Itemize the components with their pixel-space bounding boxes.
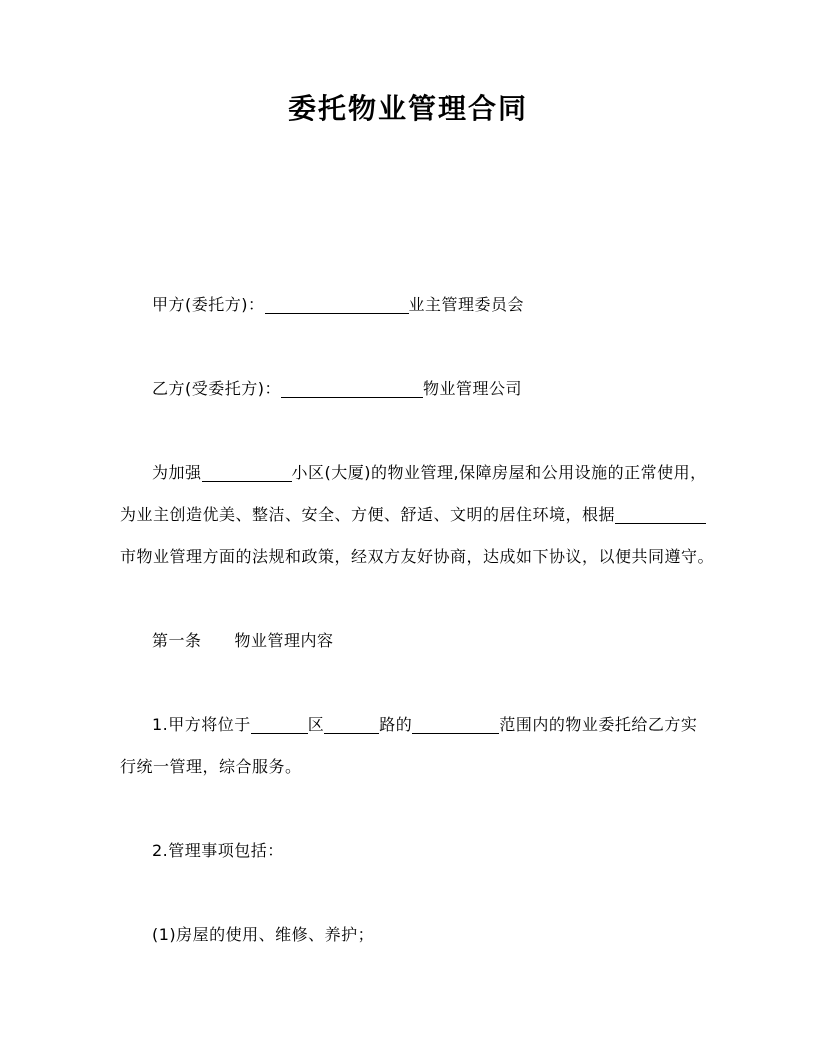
text-run: 第一条 物业管理内容 [152, 631, 334, 650]
text-run: (1)房屋的使用、维修、养护； [152, 925, 375, 944]
text-run: 小区(大厦)的物业管理,保障房屋和公用设施的正常使用， [291, 463, 707, 482]
fill-in-blank-line [202, 465, 292, 482]
paragraph-preamble [120, 452, 715, 578]
text-run: 甲方(委托方)： [152, 295, 265, 314]
text-run: 行统一管理，综合服务。 [120, 757, 302, 776]
text-run: 乙方(受委托方)： [152, 379, 281, 398]
document-title: 委托物业管理合同 [287, 92, 528, 125]
fill-in-blank-line [265, 297, 409, 314]
text-run: 范围内的物业委托给乙方实 [499, 715, 698, 734]
text-run: 为业主创造优美、整洁、安全、方便、舒适、文明的居住环境，根据 [120, 505, 616, 524]
text-line [120, 368, 696, 410]
text-line [120, 830, 696, 872]
text-line [120, 704, 696, 746]
paragraph-article-1-item-3 [120, 914, 696, 956]
text-line [120, 620, 696, 662]
paragraph-article-1-heading [120, 620, 696, 662]
paragraph-article-1-item-1 [120, 704, 696, 788]
fill-in-blank-line [281, 381, 423, 398]
fill-in-blank-line [251, 717, 308, 734]
text-line [120, 452, 707, 494]
text-line [120, 284, 696, 326]
document-body [120, 284, 715, 956]
fill-in-blank-line [615, 507, 706, 524]
text-line [120, 494, 696, 536]
text-run: 1.甲方将位于 [152, 715, 251, 734]
text-run: 区 [307, 715, 325, 734]
text-run: 业主管理委员会 [408, 295, 525, 314]
paragraph-party-b [120, 368, 696, 410]
text-line [120, 536, 715, 578]
paragraph-party-a [120, 284, 696, 326]
text-run: 市物业管理方面的法规和政策，经双方友好协商，达成如下协议，以便共同遵守。 [120, 547, 715, 566]
text-run: 路的 [379, 715, 413, 734]
text-run: 2.管理事项包括： [152, 841, 284, 860]
text-line [120, 914, 696, 956]
text-line [120, 746, 696, 788]
text-run: 物业管理公司 [423, 379, 523, 398]
fill-in-blank-line [412, 717, 499, 734]
fill-in-blank-line [324, 717, 379, 734]
paragraph-article-1-item-2 [120, 830, 696, 872]
text-run: 为加强 [152, 463, 202, 482]
